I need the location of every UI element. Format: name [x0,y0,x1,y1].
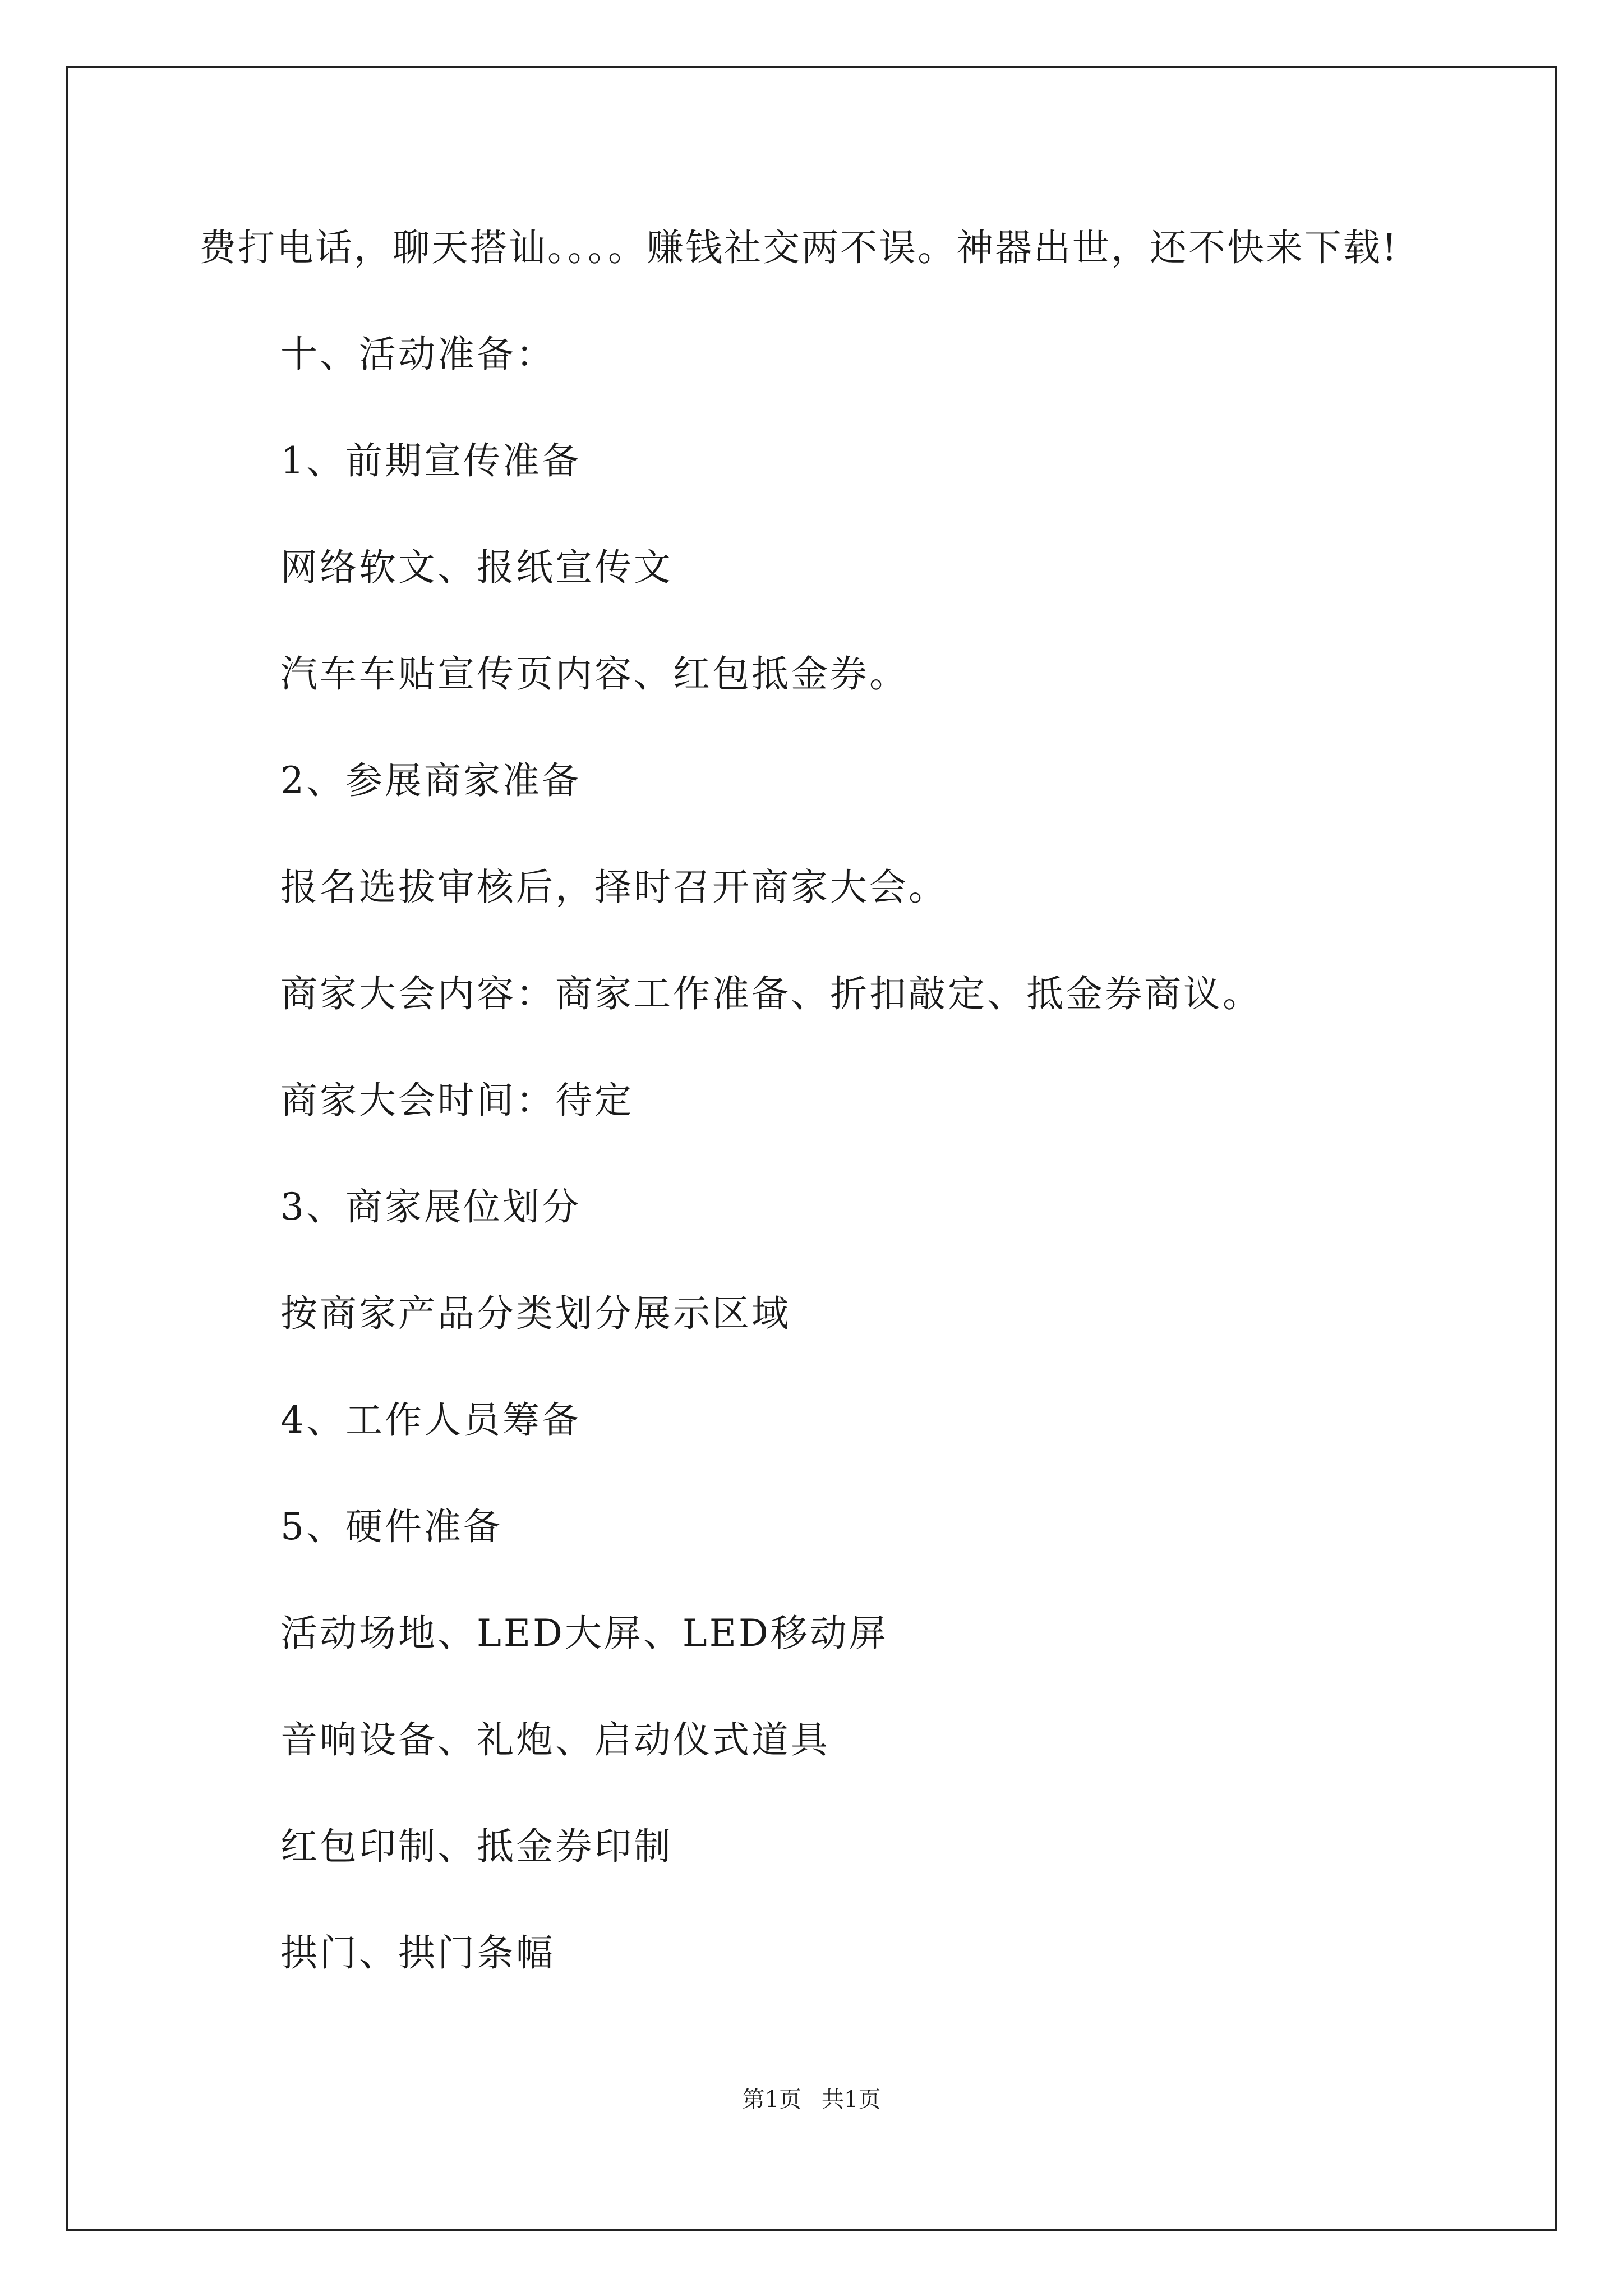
subsection-heading: 3、商家展位划分 [280,1185,581,1228]
paragraph: 商家大会时间：待定 [280,1079,634,1122]
subsection-heading: 5、硬件准备 [280,1505,502,1548]
paragraph: 报名选拔审核后，择时召开商家大会。 [280,866,948,909]
page-footer [0,2086,1623,2114]
paragraph: 汽车车贴宣传页内容、红包抵金券。 [280,652,909,696]
page-border [66,66,1557,2231]
paragraph: 按商家产品分类划分展示区域 [280,1292,791,1335]
paragraph: 商家大会内容：商家工作准备、折扣敲定、抵金券商议。 [280,972,1262,1015]
subsection-heading: 4、工作人员筹备 [280,1398,581,1442]
subsection-heading: 2、参展商家准备 [280,759,581,802]
continuation-text: 费打电话，聊天搭讪。。。。赚钱社交两不误。神器出世，还不快来下载! [199,226,1399,269]
paragraph: 音响设备、礼炮、启动仪式道具 [280,1718,830,1761]
paragraph: 网络软文、报纸宣传文 [280,546,673,589]
section-heading: 十、活动准备： [280,333,555,376]
paragraph: 拱门、拱门条幅 [280,1931,555,1975]
page-number: 第1页 [742,2087,801,2113]
page-total: 共1页 [822,2087,881,2113]
subsection-heading: 1、前期宣传准备 [280,439,581,482]
paragraph: 活动场地、LED大屏、LED移动屏 [280,1612,888,1655]
paragraph: 红包印制、抵金券印制 [280,1825,673,1868]
